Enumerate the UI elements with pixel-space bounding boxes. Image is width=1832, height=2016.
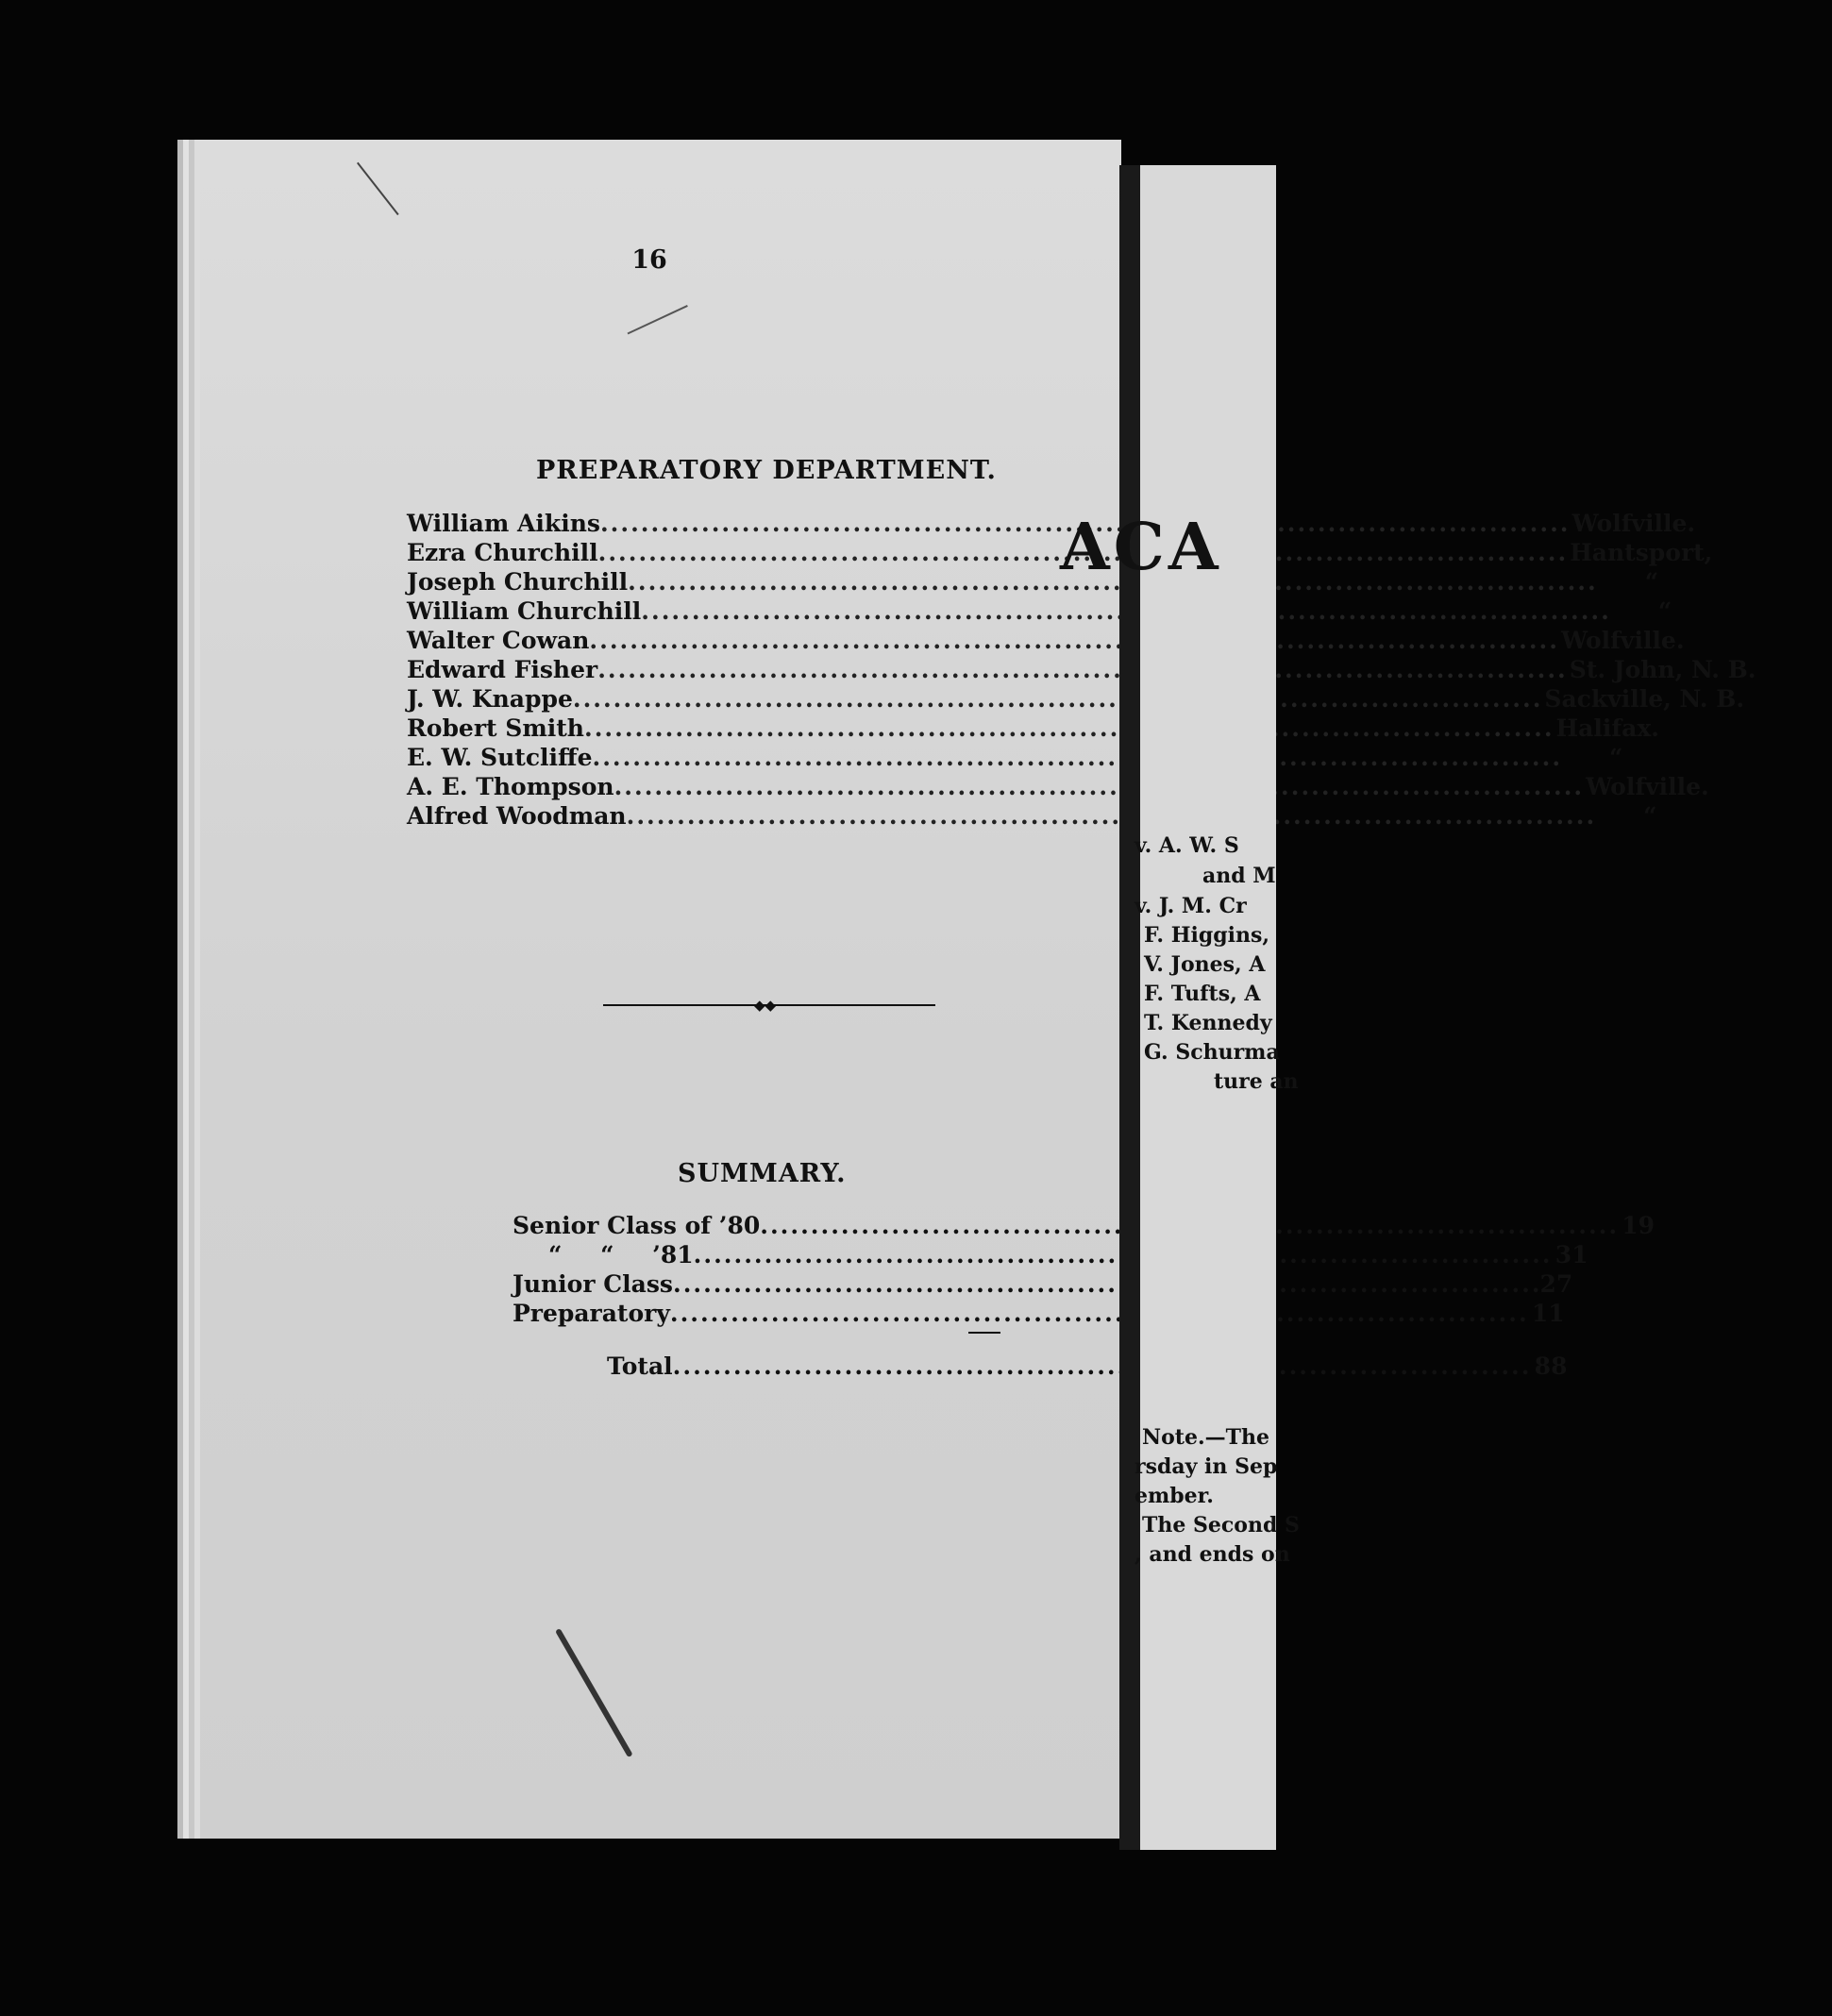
student-place: Sackville, N. B. — [1544, 685, 1745, 713]
facing-page-line: and M — [1202, 864, 1276, 888]
summary-value: 19 — [1622, 1212, 1656, 1239]
summary-value: .27 — [1531, 1270, 1573, 1298]
total-label: Total — [607, 1352, 673, 1380]
facing-page-line: Note.—The — [1142, 1425, 1269, 1450]
student-entry — [407, 744, 1623, 773]
leader-dots — [573, 685, 1543, 713]
leader-dots — [670, 1300, 1529, 1327]
student-name: A. E. Thompson — [407, 773, 614, 800]
student-place: Halifax. — [1555, 714, 1659, 742]
student-entry — [407, 773, 1709, 802]
department-heading: PREPARATORY DEPARTMENT. — [536, 456, 997, 485]
facing-page-line: The Second S — [1142, 1513, 1300, 1537]
summary-value: 31 — [1555, 1241, 1588, 1268]
summary-label: “ “ ’81 — [548, 1241, 694, 1268]
student-name: William Aikins — [407, 510, 600, 537]
leader-dots — [584, 714, 1555, 742]
student-name: Walter Cowan — [407, 627, 590, 654]
facing-page-line: ture an — [1214, 1069, 1299, 1094]
student-place: Wolfville. — [1586, 773, 1709, 800]
student-entry — [407, 802, 1657, 832]
facing-page-line: F. Tufts, A — [1144, 982, 1261, 1006]
paper-blemish — [628, 305, 688, 334]
page-number: 16 — [631, 245, 667, 275]
summary-table — [513, 1212, 1656, 1329]
leader-dots — [673, 1270, 1532, 1298]
student-entry — [407, 685, 1745, 714]
student-name: E. W. Sutcliffe — [407, 744, 593, 771]
total-value: 88 — [1534, 1352, 1568, 1380]
student-place: Hantsport, — [1570, 539, 1713, 566]
summary-row — [513, 1241, 1588, 1270]
summary-label: Preparatory — [513, 1300, 670, 1327]
diamond-ornament-icon: ◆◆ — [754, 997, 777, 1014]
student-name: Joseph Churchill — [407, 568, 629, 596]
summary-row — [513, 1212, 1656, 1241]
leader-dots — [614, 773, 1585, 800]
student-name: Alfred Woodman — [407, 802, 627, 830]
paper-blemish — [357, 162, 399, 215]
student-place: “ — [1609, 744, 1623, 771]
facing-page-line: rsday in Sep — [1134, 1454, 1278, 1479]
paper-blemish — [555, 1628, 633, 1757]
facing-page-heading: ACA — [1060, 510, 1222, 585]
student-entry — [407, 568, 1659, 597]
facing-page-line: T. Kennedy — [1144, 1011, 1272, 1035]
ornamental-divider — [603, 999, 935, 1012]
facing-page-fragment — [1060, 165, 1300, 1850]
sum-rule — [968, 1332, 1000, 1334]
total-row — [607, 1352, 1568, 1382]
summary-row — [513, 1270, 1573, 1300]
leader-dots — [597, 656, 1568, 683]
student-entry — [407, 510, 1696, 539]
leader-dots — [673, 1352, 1532, 1380]
leader-dots — [592, 744, 1562, 771]
student-place: “ — [1643, 802, 1657, 830]
student-place: Wolfville. — [1560, 627, 1685, 654]
facing-page-line: G. Schurma — [1144, 1040, 1280, 1065]
student-name: Ezra Churchill — [407, 539, 598, 566]
book-gutter — [1119, 165, 1140, 1850]
facing-page-line: v. J. M. Cr — [1134, 894, 1247, 918]
leader-dots — [589, 627, 1559, 654]
student-place: “ — [1644, 568, 1659, 596]
student-place: Wolfville. — [1571, 510, 1696, 537]
summary-label: Junior Class — [513, 1270, 673, 1298]
student-entry — [407, 597, 1672, 627]
leader-dots — [627, 802, 1597, 830]
student-entry — [407, 656, 1756, 685]
student-name: Edward Fisher — [407, 656, 598, 683]
facing-page-line: , and ends on — [1134, 1542, 1290, 1567]
student-name: Robert Smith — [407, 714, 584, 742]
student-name: J. W. Knappe — [407, 685, 573, 713]
summary-label: Senior Class of ’80 — [513, 1212, 761, 1239]
student-name: William Churchill — [407, 597, 642, 625]
facing-page-line: V. Jones, A — [1144, 952, 1266, 977]
student-place: St. John, N. B. — [1569, 656, 1756, 683]
student-entry — [407, 539, 1713, 568]
facing-page-line: ember. — [1134, 1484, 1214, 1508]
summary-heading: SUMMARY. — [678, 1159, 847, 1188]
student-entry — [407, 627, 1685, 656]
student-entry — [407, 714, 1659, 744]
summary-value: 11 — [1531, 1300, 1565, 1327]
total-line — [607, 1352, 1568, 1382]
summary-row — [513, 1300, 1565, 1329]
student-place: “ — [1657, 597, 1672, 625]
facing-page-line: F. Higgins, — [1144, 923, 1270, 948]
facing-page-line: v. A. W. S — [1134, 833, 1239, 858]
